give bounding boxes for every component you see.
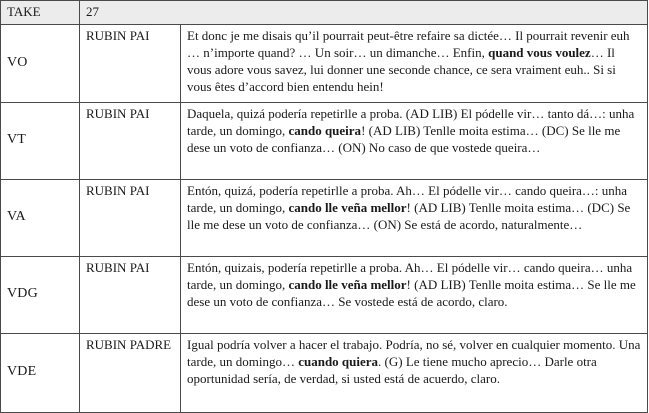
version-label: VO (7, 55, 28, 70)
speaker-name: RUBIN PAI (80, 180, 181, 257)
version-label-cell (1, 103, 80, 180)
text-run: ! (AD LIB) Tenlle moita estima… (DC) Se lle me dese un voto de confianza… (ON) Se está de acordo, naturalmente… (187, 200, 631, 232)
version-label: VDG (7, 286, 38, 301)
version-label-cell (1, 180, 80, 257)
text-run: . (G) Le tiene mucho aprecio… Darle otra oportunidad sería, de verdad, si usted está de acuerdo, claro. (187, 354, 597, 386)
version-label: VA (7, 209, 26, 224)
table-row (1, 257, 648, 334)
emphasis-text: quand vous voulez (488, 45, 591, 60)
text-run: … Il vous adore vous savez, lui donner une seconde chance, ce sera vraiment euh.. Si si vous êtes d’accord bien entendu hein! (187, 45, 616, 94)
emphasis-text: cuando quiera (298, 354, 379, 369)
version-label: VDE (7, 364, 37, 379)
text-run: Entón, quizais, podería repetirlle a proba. Ah… El pódelle vir… cando queira… unha tarde, un domingo, (187, 260, 633, 292)
text-run: Et donc je me disais qu’il pourrait peut-être refaire sa dictée… Il pourrait revenir euh … n’importe quand? … Un soir… un dimanche… Enfin, (187, 28, 630, 60)
version-label-cell (1, 334, 80, 413)
version-label-cell (1, 257, 80, 334)
take-label: TAKE (1, 1, 80, 25)
dialogue-text (181, 334, 648, 413)
emphasis-text: cando lle veña mellor (288, 277, 407, 292)
text-run: Daquela, quizá podería repetirlle a proba. (AD LIB) El pódelle vir… tanto dá…: unha tarde, un domingo, (187, 106, 635, 138)
dialogue-text (181, 103, 648, 180)
emphasis-text: cando queira (288, 123, 362, 138)
table-row (1, 180, 648, 257)
table-row (1, 334, 648, 413)
text-run: ! (AD LIB) Tenlle moita estima… (DC) Se lle me dese un voto de confianza… (ON) No caso de que vostede queira… (187, 123, 621, 155)
speaker-name: RUBIN PAI (80, 25, 181, 103)
table-row (1, 103, 648, 180)
emphasis-text: cando lle veña mellor (288, 200, 407, 215)
dialogue-text (181, 25, 648, 103)
text-run: Entón, quizá, podería repetirlle a proba. Ah… El pódelle vir… cando queira…: unha tarde, un domingo, (187, 183, 628, 215)
speaker-name: RUBIN PADRE (80, 334, 181, 413)
table-row (1, 25, 648, 103)
speaker-name: RUBIN PAI (80, 103, 181, 180)
take-number: 27 (80, 1, 648, 25)
dialogue-text (181, 180, 648, 257)
speaker-name: RUBIN PAI (80, 257, 181, 334)
dialogue-text (181, 257, 648, 334)
take-header-row (1, 1, 648, 25)
version-label: VT (7, 132, 27, 147)
text-run: Igual podría volver a hacer el trabajo. Podría, no sé, volver en cualquier momento. Una tarde, un domingo… (187, 337, 641, 369)
version-label-cell (1, 25, 80, 103)
text-run: ! (AD LIB) Tenlle moita estima… Se lle me dese un voto de confianza… Se vostede está de acordo, claro. (187, 277, 636, 309)
